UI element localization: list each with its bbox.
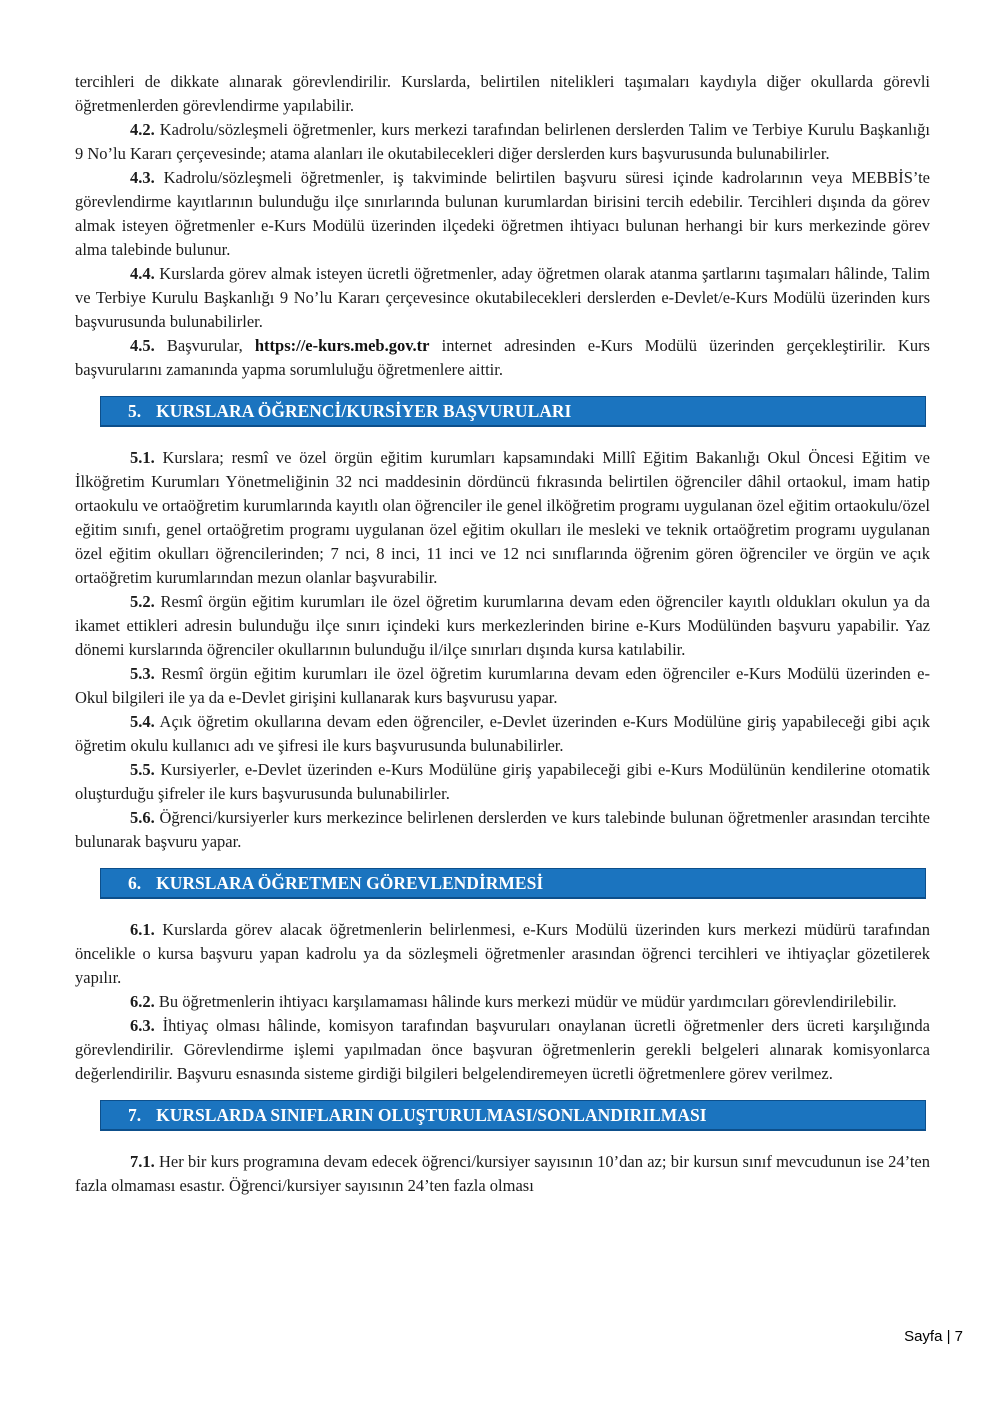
section-title: KURSLARA ÖĞRETMEN GÖREVLENDİRMESİ: [156, 873, 544, 893]
document-body: [75, 70, 930, 1198]
paragraph-text: tercihleri de dikkate alınarak görevlendirilir. Kurslarda, belirtilen nitelikleri taşımaları kaydıyla diğer okullarda görevli öğretmenlerden görevlendirme yapılabilir.: [75, 72, 930, 115]
item-text: Kurslarda görev alacak öğretmenlerin belirlenmesi, e-Kurs Modülü üzerinden kurs merkezi müdürü tarafından öncelikle o kursa başvuru yapan kadrolu ya da sözleşmeli öğretmenler arasından öğrenci tercihleri ve ihtiyaçlar gözetilerek yapılır.: [75, 920, 930, 987]
section-5-header-banner: [100, 396, 926, 427]
item-text: Kadrolu/sözleşmeli öğretmenler, kurs merkezi tarafından belirlenen derslerden Talim ve Terbiye Kurulu Başkanlığı 9 No’lu Kararı çerçevesinde; atama alanları ile okutabilecekleri diğer derslerden kurs başvurusunda bulunabilirler.: [75, 120, 930, 163]
paragraph-5-4: [75, 710, 930, 758]
paragraph-4-4: [75, 262, 930, 334]
paragraph-6-3: [75, 1014, 930, 1086]
item-text: İhtiyaç olması hâlinde, komisyon tarafından başvuruları onaylanan ücretli öğretmenler ders ücreti karşılığında görevlendirilir. Görevlendirme işlemi yapılmadan önce başvuran öğretmenlerin gerekli belgeleri alınarak komisyonlarca değerlendirilir. Başvuru esnasında sisteme girdiği bilgileri belgelendiremeyen ücretli öğretmenlere görev verilmez.: [75, 1016, 930, 1083]
section-7-header-banner: [100, 1100, 926, 1131]
item-text: Bu öğretmenlerin ihtiyacı karşılamaması hâlinde kurs merkezi müdür ve müdür yardımcıları görevlendirilebilir.: [154, 992, 897, 1011]
item-text: Kadrolu/sözleşmeli öğretmenler, iş takviminde belirtilen başvuru süresi içinde kadrolarının veya MEBBİS’te görevlendirme kayıtlarının bulunduğu ilçe sınırlarında bulunan kurumlardan birisini tercih edebilir. Tercihleri dışında da görev almak isteyen öğretmenler e-Kurs Modülü üzerinden ilçedeki öğretmen ihtiyacı bulunan herhangi bir kurs merkezinde görev alma talebinde bulunur.: [75, 168, 930, 259]
item-number: 5.4.: [130, 712, 155, 731]
page-number-footer: Sayfa | 7: [904, 1328, 963, 1345]
item-number: 4.4.: [130, 264, 155, 283]
item-number: 6.1.: [130, 920, 155, 939]
item-number: 5.3.: [130, 664, 155, 683]
section-6-header-banner: [100, 868, 926, 899]
e-kurs-url-link[interactable]: https://e-kurs.meb.gov.tr: [254, 336, 430, 355]
item-number: 5.2.: [130, 592, 155, 611]
paragraph-5-3: [75, 662, 930, 710]
paragraph-intro-continuation: [75, 70, 930, 118]
item-number: 4.5.: [130, 336, 155, 355]
item-number: 5.6.: [130, 808, 155, 827]
section-title: KURSLARA ÖĞRENCİ/KURSİYER BAŞVURULARI: [156, 401, 572, 421]
item-text: Kurslarda görev almak isteyen ücretli öğretmenler, aday öğretmen olarak atanma şartlarını taşımaları hâlinde, Talim ve Terbiye Kurulu Başkanlığı 9 No’lu Kararı çerçevesince okutabilecekleri derslerden e-Devlet/e-Kurs Modülü üzerinden kurs başvurusunda bulunabilirler.: [75, 264, 930, 331]
paragraph-4-2: [75, 118, 930, 166]
item-text: Resmî örgün eğitim kurumları ile özel öğretim kurumlarına devam eden öğrenciler e-Kurs Modülü üzerinden e-Okul bilgileri ile ya da e-Devlet girişini kullanarak kurs başvurusu yapar.: [75, 664, 930, 707]
item-text-after-url: internet adresinden e-Kurs Modülü üzerinden gerçekleştirilir. Kurs başvurularını zamanında yapma sorumluluğu öğretmenlere aittir.: [75, 336, 930, 379]
paragraph-5-6: [75, 806, 930, 854]
item-number: 7.1.: [130, 1152, 155, 1171]
paragraph-5-2: [75, 590, 930, 662]
item-number: 4.3.: [130, 168, 155, 187]
paragraph-4-5: [75, 334, 930, 382]
item-text: Kursiyerler, e-Devlet üzerinden e-Kurs Modülüne giriş yapabileceği gibi e-Kurs Modülünün kendilerine otomatik oluşturduğu şifreler ile kurs başvurusunda bulunabilirler.: [75, 760, 930, 803]
item-text-before-url: Başvurular,: [154, 336, 255, 355]
section-title: KURSLARDA SINIFLARIN OLUŞTURULMASI/SONLANDIRILMASI: [156, 1105, 707, 1125]
section-number: 5.: [128, 401, 142, 421]
paragraph-5-5: [75, 758, 930, 806]
item-text: Her bir kurs programına devam edecek öğrenci/kursiyer sayısının 10’dan az; bir kursun sınıf mevcudunun ise 24’ten fazla olmaması esastır. Öğrenci/kursiyer sayısının 24’ten fazla olması: [75, 1152, 930, 1195]
item-text: Kurslara; resmî ve özel örgün eğitim kurumları kapsamındaki Millî Eğitim Bakanlığı Okul Öncesi Eğitim ve İlköğretim Kurumları Yönetmeliğinin 32 nci maddesinin dördüncü fıkrasında belirtilen öğrenciler dâhil ortaokul, imam hatip ortaokulu ve ortaöğretim kurumlarında kayıtlı olan öğrenciler ile genel ilköğretim programı uygulanan özel eğitim ortaokulu/özel eğitim sınıfı, genel ortaöğretim programı uygulanan özel eğitim okulları ile mesleki ve teknik ortaöğretim programı uygulanan özel eğitim okulları öğrencilerinden; 7 nci, 8 inci, 11 inci ve 12 nci sınıflarında öğrenim gören öğrenciler ve örgün ve açık ortaöğretim kurumlarından mezun olanlar başvurabilir.: [75, 448, 930, 587]
paragraph-6-2: [75, 990, 930, 1014]
item-text: Resmî örgün eğitim kurumları ile özel öğretim kurumlarına devam eden öğrenciler kayıtlı oldukları okulun ya da ikamet ettikleri adresin bulunduğu ilçe sınırı içindeki kurs merkezlerinden birine e-Kurs Modülünden başvuru yapabilir. Yaz dönemi kurslarında öğrenciler okullarının bulunduğu il/ilçe sınırları dışında kursa katılabilir.: [75, 592, 930, 659]
paragraph-5-1: [75, 446, 930, 590]
item-number: 4.2.: [130, 120, 155, 139]
item-text: Açık öğretim okullarına devam eden öğrenciler, e-Devlet üzerinden e-Kurs Modülüne giriş yapabileceği gibi açık öğretim okulu kullanıcı adı ve şifresi ile kurs başvurusunda bulunabilirler.: [75, 712, 930, 755]
item-text: Öğrenci/kursiyerler kurs merkezince belirlenen derslerden ve kurs talebinde bulunan öğretmenler arasından tercihte bulunarak başvuru yapar.: [75, 808, 930, 851]
item-number: 5.5.: [130, 760, 155, 779]
item-number: 6.2.: [130, 992, 155, 1011]
section-number: 6.: [128, 873, 142, 893]
item-number: 5.1.: [130, 448, 155, 467]
section-number: 7.: [128, 1105, 142, 1125]
paragraph-4-3: [75, 166, 930, 262]
paragraph-6-1: [75, 918, 930, 990]
item-number: 6.3.: [130, 1016, 155, 1035]
paragraph-7-1: [75, 1150, 930, 1198]
